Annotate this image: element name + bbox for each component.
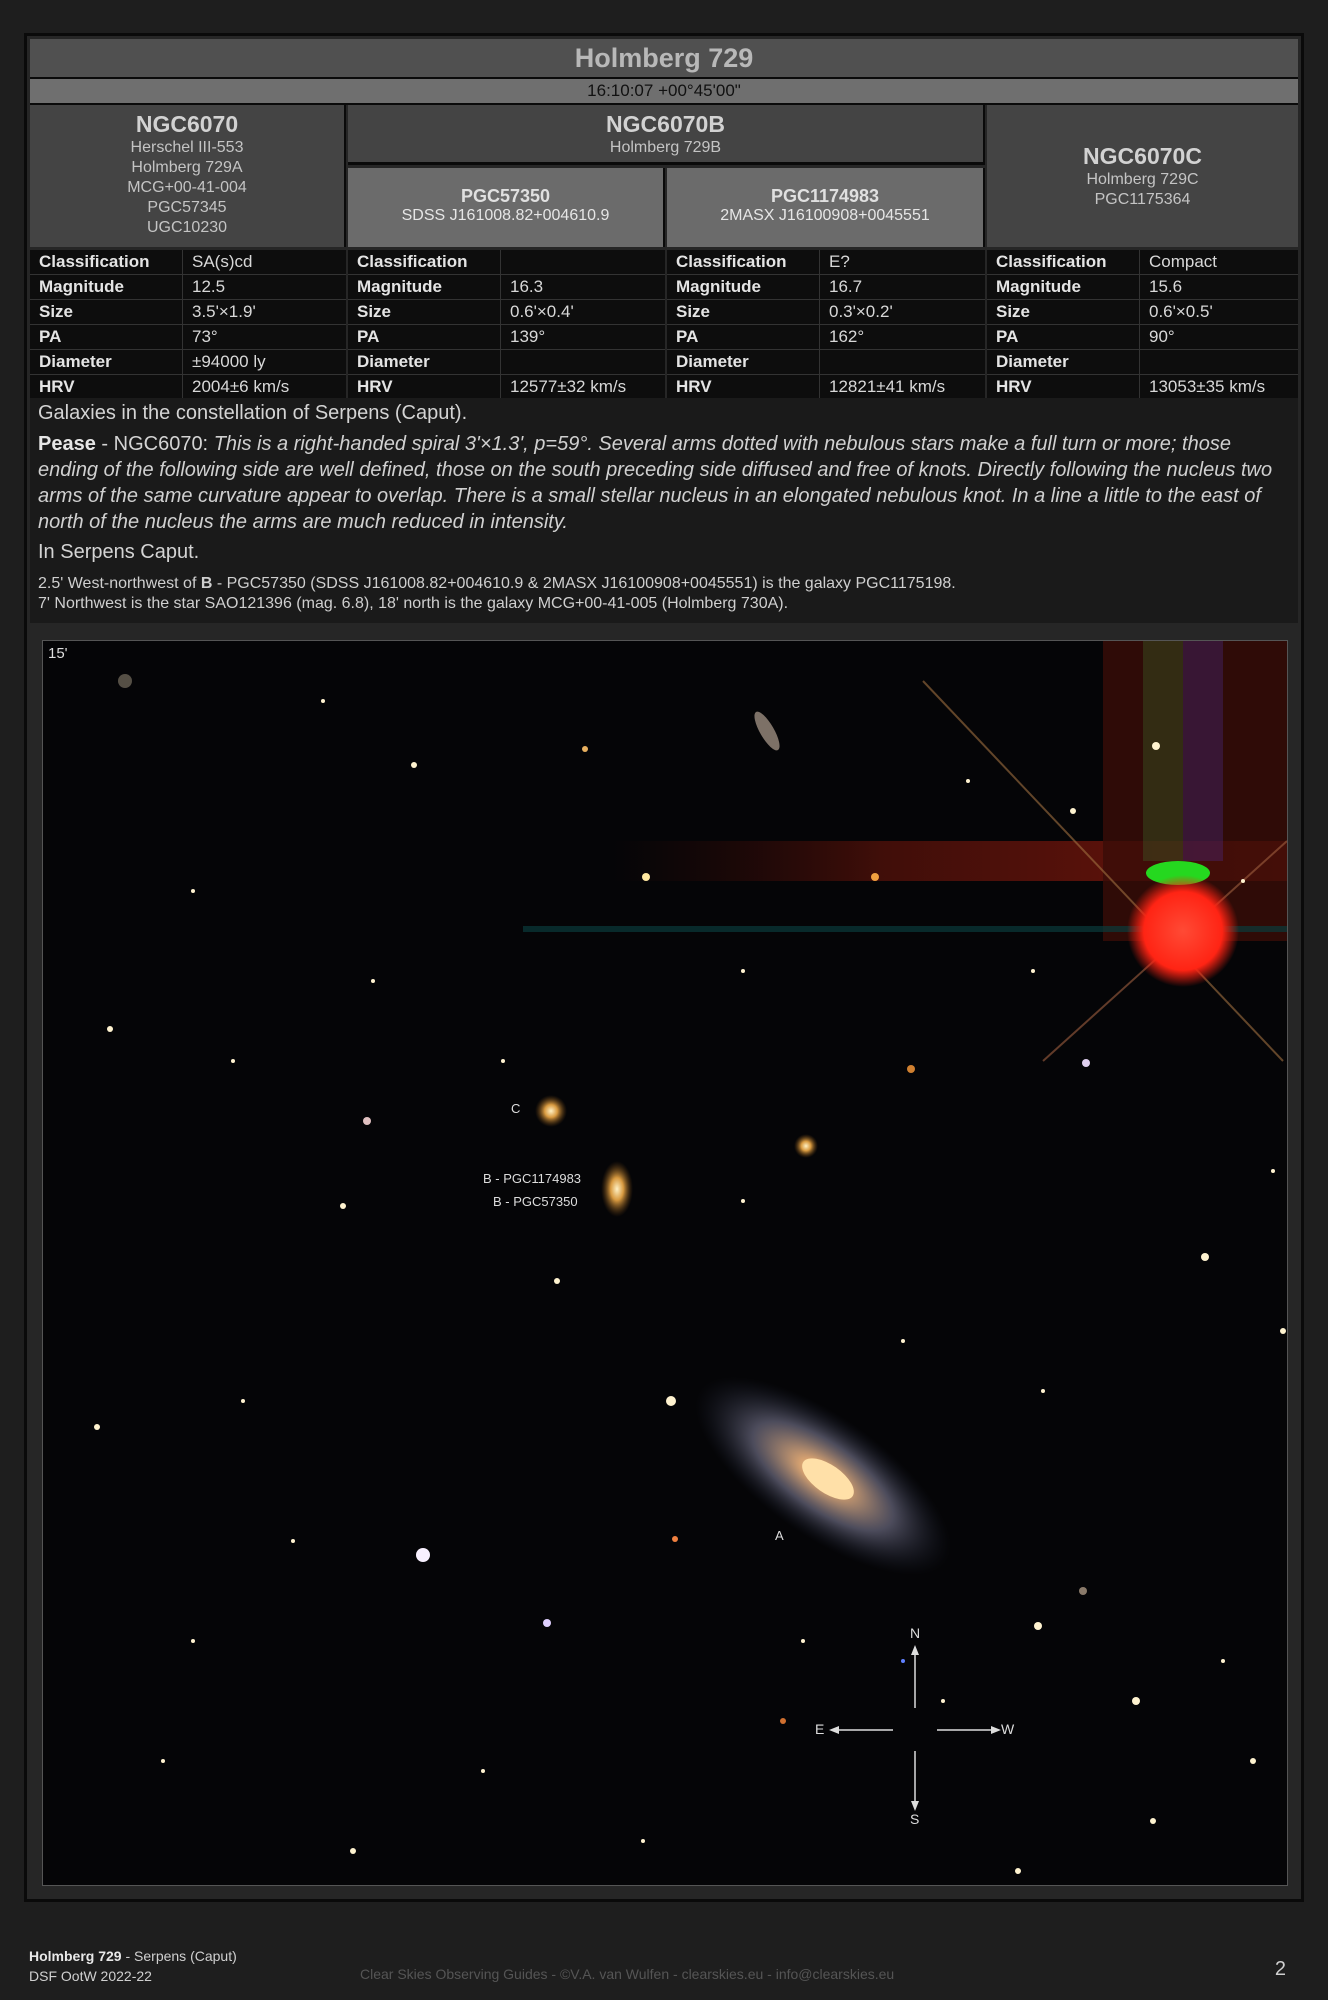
- note-1-part: - PGC57350 (SDSS J161008.82+004610.9 & 2MASX J16100908+0045551) is the galaxy PGC1175198.: [212, 575, 956, 592]
- value-hrv: 2004±6 km/s: [183, 375, 347, 400]
- label-size: Size: [348, 300, 501, 325]
- pease-author: Pease: [38, 433, 96, 455]
- label-hrv: HRV: [987, 375, 1140, 400]
- label-pa: PA: [987, 325, 1140, 350]
- object-name: PGC57350: [460, 186, 551, 206]
- scale-label: 15': [48, 645, 68, 662]
- object-name: NGC6070C: [1083, 143, 1202, 169]
- table-row: [987, 275, 1298, 300]
- value-diameter: [820, 350, 986, 375]
- label-classification: Classification: [30, 250, 183, 275]
- label-diameter: Diameter: [987, 350, 1140, 375]
- object-name: NGC6070B: [606, 111, 725, 137]
- label-classification: Classification: [348, 250, 501, 275]
- header-ngc6070: [30, 105, 346, 247]
- value-magnitude: 12.5: [183, 275, 347, 300]
- alias: SDSS J161008.82+004610.9: [401, 207, 610, 224]
- value-pa: 73°: [183, 325, 347, 350]
- value-pa: 90°: [1140, 325, 1299, 350]
- value-pa: 139°: [501, 325, 666, 350]
- compass-south: S: [910, 1811, 920, 1827]
- table-row: [987, 250, 1298, 275]
- footer: [29, 1946, 237, 1986]
- value-hrv: 12821±41 km/s: [820, 375, 986, 400]
- pease-description: [38, 431, 1290, 535]
- note-1: [38, 574, 1290, 594]
- description-panel: [30, 398, 1298, 623]
- label-classification: Classification: [667, 250, 820, 275]
- object-name: NGC6070: [135, 111, 239, 137]
- footer-object: Holmberg 729: [29, 1948, 122, 1964]
- alias: Holmberg 729A: [131, 159, 243, 176]
- value-hrv: 13053±35 km/s: [1140, 375, 1299, 400]
- label-magnitude: Magnitude: [348, 275, 501, 300]
- page-number: 2: [1274, 1958, 1286, 1980]
- alias: MCG+00-41-004: [127, 179, 247, 196]
- compass-arrows: [815, 1633, 1015, 1833]
- compass-north: N: [910, 1625, 921, 1641]
- label-magnitude: Magnitude: [30, 275, 183, 300]
- label-b-pgc57350: B - PGC57350: [493, 1194, 578, 1209]
- label-hrv: HRV: [348, 375, 501, 400]
- value-pa: 162°: [820, 325, 986, 350]
- label-hrv: HRV: [30, 375, 183, 400]
- label-size: Size: [30, 300, 183, 325]
- table-row: [30, 250, 346, 275]
- label-diameter: Diameter: [30, 350, 183, 375]
- credits: Clear Skies Observing Guides - ©V.A. van Wulfen - clearskies.eu - info@clearskies.eu: [360, 1966, 895, 1982]
- footer-constellation: - Serpens (Caput): [121, 1948, 237, 1964]
- footer-series: DSF OotW 2022-22: [29, 1968, 152, 1984]
- label-pa: PA: [30, 325, 183, 350]
- table-row: [987, 325, 1298, 350]
- value-magnitude: 16.3: [501, 275, 666, 300]
- table-row: [667, 275, 985, 300]
- pease-separator: -: [95, 433, 114, 455]
- label-size: Size: [987, 300, 1140, 325]
- table-row: [30, 300, 346, 325]
- coordinates: 16:10:07 +00°45'00": [30, 79, 1298, 105]
- table-row: [348, 350, 665, 375]
- value-classification: E?: [820, 250, 986, 275]
- value-hrv: 12577±32 km/s: [501, 375, 666, 400]
- header-ngc6070b: [348, 105, 985, 165]
- properties-pgc1174983: [667, 250, 985, 400]
- guide-frame: [24, 33, 1304, 1902]
- star-field: [43, 641, 1287, 1885]
- table-row: [30, 350, 346, 375]
- value-size: 0.3'×0.2': [820, 300, 986, 325]
- table-row: [30, 275, 346, 300]
- value-magnitude: 15.6: [1140, 275, 1299, 300]
- properties-ngc6070: [30, 250, 346, 400]
- value-diameter: [1140, 350, 1299, 375]
- alias: 2MASX J16100908+0045551: [720, 207, 930, 224]
- note-1-ref: B: [200, 575, 213, 592]
- alias: Holmberg 729B: [609, 139, 722, 156]
- label-pa: PA: [667, 325, 820, 350]
- label-magnitude: Magnitude: [987, 275, 1140, 300]
- table-row: [667, 350, 985, 375]
- table-row: [348, 325, 665, 350]
- value-classification: [501, 250, 666, 275]
- value-classification: SA(s)cd: [183, 250, 347, 275]
- label-magnitude: Magnitude: [667, 275, 820, 300]
- pease-text: This is a right-handed spiral 3'×1.3', p=59°. Several arms dotted with nebulous stars make a full turn or more; those ending of the following side are well defined, those on the south preceding side diffused and free of knots. Directly following the nucleus two arms of the same curvature appear to overlap. There is a small stellar nucleus in an elongated nebulous knot. In a line a little to the east of north of the nucleus the arms are much reduced in intensity.: [38, 433, 1273, 533]
- header-ngc6070c: [987, 105, 1298, 247]
- label-classification: Classification: [987, 250, 1140, 275]
- page-title: Holmberg 729: [30, 39, 1298, 79]
- table-row: [30, 375, 346, 400]
- note-1-part: 2.5' West-northwest of: [38, 575, 201, 592]
- constellation-short: In Serpens Caput.: [38, 541, 200, 563]
- label-hrv: HRV: [667, 375, 820, 400]
- label-b-pgc1174983: B - PGC1174983: [483, 1171, 582, 1186]
- note-2: 7' Northwest is the star SAO121396 (mag. 6.8), 18' north is the galaxy MCG+00-41-005 (Holmberg 730A).: [38, 595, 789, 612]
- table-row: [667, 300, 985, 325]
- object-name: PGC1174983: [770, 186, 880, 206]
- table-row: [348, 300, 665, 325]
- compass-east: E: [815, 1721, 825, 1737]
- table-row: [348, 250, 665, 275]
- value-classification: Compact: [1140, 250, 1299, 275]
- label-pa: PA: [348, 325, 501, 350]
- label-size: Size: [667, 300, 820, 325]
- table-row: [667, 325, 985, 350]
- alias: Herschel III-553: [130, 139, 244, 156]
- compass: [815, 1625, 1015, 1833]
- value-size: 0.6'×0.5': [1140, 300, 1299, 325]
- properties-ngc6070c: [987, 250, 1298, 400]
- compass-west: W: [1001, 1721, 1015, 1737]
- table-row: [667, 375, 985, 400]
- label-c: C: [511, 1101, 521, 1116]
- alias: Holmberg 729C: [1086, 171, 1199, 188]
- value-diameter: ±94000 ly: [183, 350, 347, 375]
- table-row: [667, 250, 985, 275]
- table-row: [987, 375, 1298, 400]
- value-diameter: [501, 350, 666, 375]
- alias: PGC1175364: [1094, 191, 1191, 208]
- constellation-note: Galaxies in the constellation of Serpens (Caput).: [38, 402, 468, 424]
- table-row: [987, 300, 1298, 325]
- value-size: 3.5'×1.9': [183, 300, 347, 325]
- alias: UGC10230: [146, 219, 228, 236]
- label-diameter: Diameter: [348, 350, 501, 375]
- table-row: [30, 325, 346, 350]
- table-row: [987, 350, 1298, 375]
- value-size: 0.6'×0.4': [501, 300, 666, 325]
- label-a: A: [775, 1528, 784, 1543]
- table-row: [348, 375, 665, 400]
- properties-pgc57350: [348, 250, 665, 400]
- alias: PGC57345: [147, 199, 227, 216]
- table-row: [348, 275, 665, 300]
- sky-image: [42, 640, 1288, 1886]
- header-pgc57350: [348, 168, 665, 247]
- value-magnitude: 16.7: [820, 275, 986, 300]
- header-pgc1174983: [667, 168, 985, 247]
- label-diameter: Diameter: [667, 350, 820, 375]
- pease-object: NGC6070:: [113, 433, 214, 455]
